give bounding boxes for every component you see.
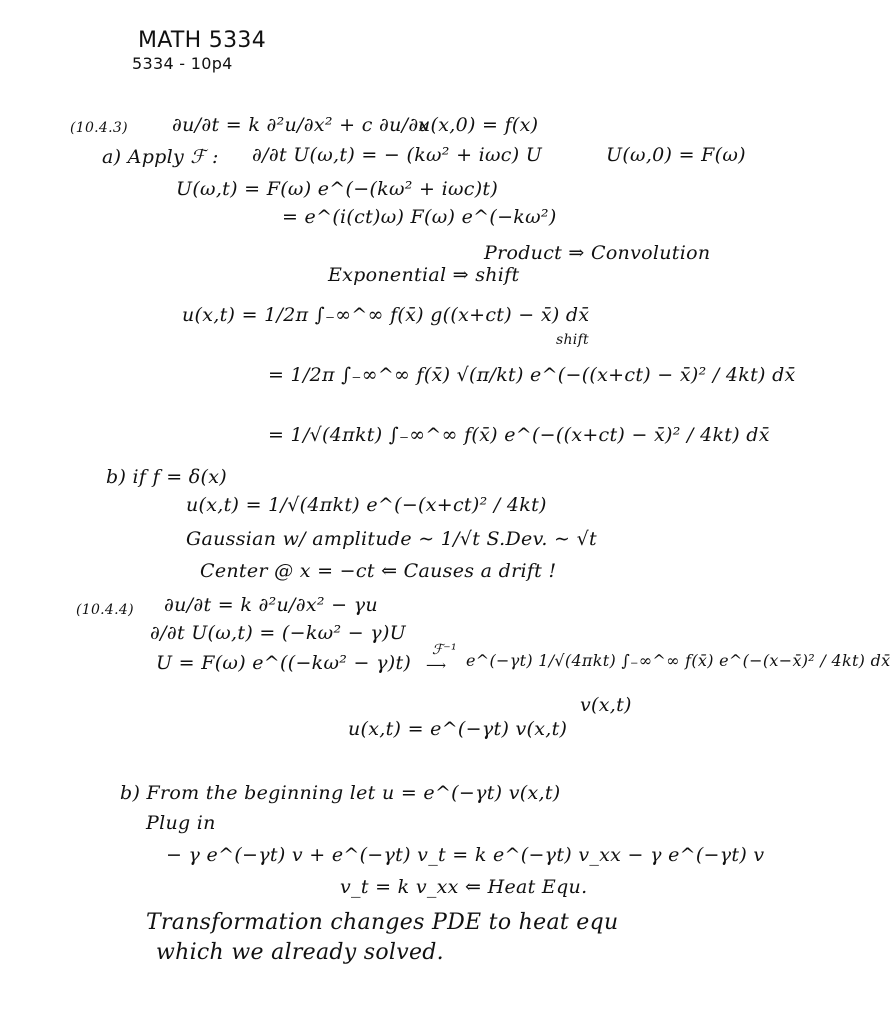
section-label: 5334 - 10p4: [132, 54, 233, 73]
u-line-3: = 1/√(4πkt) ∫₋∞^∞ f(x̄) e^(−((x+ct) − x̄)² / 4kt) dx̄: [268, 424, 770, 446]
conclusion-line-1: Transformation changes PDE to heat equ: [146, 910, 619, 935]
shift-label: shift: [556, 332, 589, 348]
problem-label-1043: (10.4.3): [70, 120, 128, 136]
plug-in-label: Plug in: [146, 812, 216, 834]
note-exponential-shift: Exponential ⇒ shift: [328, 264, 520, 286]
inverse-transform-arrow-label: ℱ⁻¹: [432, 642, 457, 658]
pde-1044: ∂u/∂t = k ∂²u/∂x² − γu: [164, 594, 378, 616]
part-b-label-1044: b) From the beginning let u = e^(−γt) v(x,t): [120, 782, 561, 804]
heat-equation: v_t = k v_xx ⇐ Heat Equ.: [340, 876, 588, 898]
solution-line-1: U(ω,t) = F(ω) e^(−(kω² + iωc)t): [176, 178, 499, 200]
course-title: MATH 5334: [138, 28, 266, 53]
part-b-note-gaussian: Gaussian w/ amplitude ∼ 1/√t S.Dev. ∼ √t: [186, 528, 597, 550]
solution-line-2: = e^(i(ct)ω) F(ω) e^(−kω²): [282, 206, 557, 228]
arrow-icon: ⟶: [426, 658, 447, 674]
part-b-solution: u(x,t) = 1/√(4πkt) e^(−(x+ct)² / 4kt): [186, 494, 547, 516]
final-relation-1044: u(x,t) = e^(−γt) v(x,t): [348, 718, 568, 740]
initial-condition-1043: u(x,0) = f(x): [418, 114, 539, 136]
transformed-solution-1044: U = F(ω) e^((−kω² − γ)t): [156, 652, 412, 674]
part-b-note-center: Center @ x = −ct ⇐ Causes a drift !: [200, 560, 557, 582]
part-b-label-1043: b) if f = δ(x): [106, 466, 227, 488]
u-line-1: u(x,t) = 1/2π ∫₋∞^∞ f(x̄) g((x+ct) − x̄) dx̄: [182, 304, 590, 326]
note-product-convolution: Product ⇒ Convolution: [484, 242, 711, 264]
problem-label-1044: (10.4.4): [76, 602, 134, 618]
part-a-label: a) Apply ℱ :: [102, 146, 219, 168]
pde-1043: ∂u/∂t = k ∂²u/∂x² + c ∂u/∂x: [172, 114, 430, 136]
plug-in-equation: − γ e^(−γt) v + e^(−γt) v_t = k e^(−γt) v_xx − γ e^(−γt) v: [166, 844, 765, 866]
transformed-ic-1043: U(ω,0) = F(ω): [606, 144, 746, 166]
inverse-result-1044: e^(−γt) 1/√(4πkt) ∫₋∞^∞ f(x̄) e^(−(x−x̄)² / 4kt) dx̄: [466, 651, 890, 670]
transformed-pde-1043: ∂/∂t U(ω,t) = − (kω² + iωc) U: [252, 144, 543, 166]
conclusion-line-2: which we already solved.: [156, 940, 444, 965]
u-line-2: = 1/2π ∫₋∞^∞ f(x̄) √(π/kt) e^(−((x+ct) − x̄)² / 4kt) dx̄: [268, 364, 796, 386]
v-label: v(x,t): [580, 694, 632, 716]
transformed-pde-1044: ∂/∂t U(ω,t) = (−kω² − γ)U: [150, 622, 406, 644]
